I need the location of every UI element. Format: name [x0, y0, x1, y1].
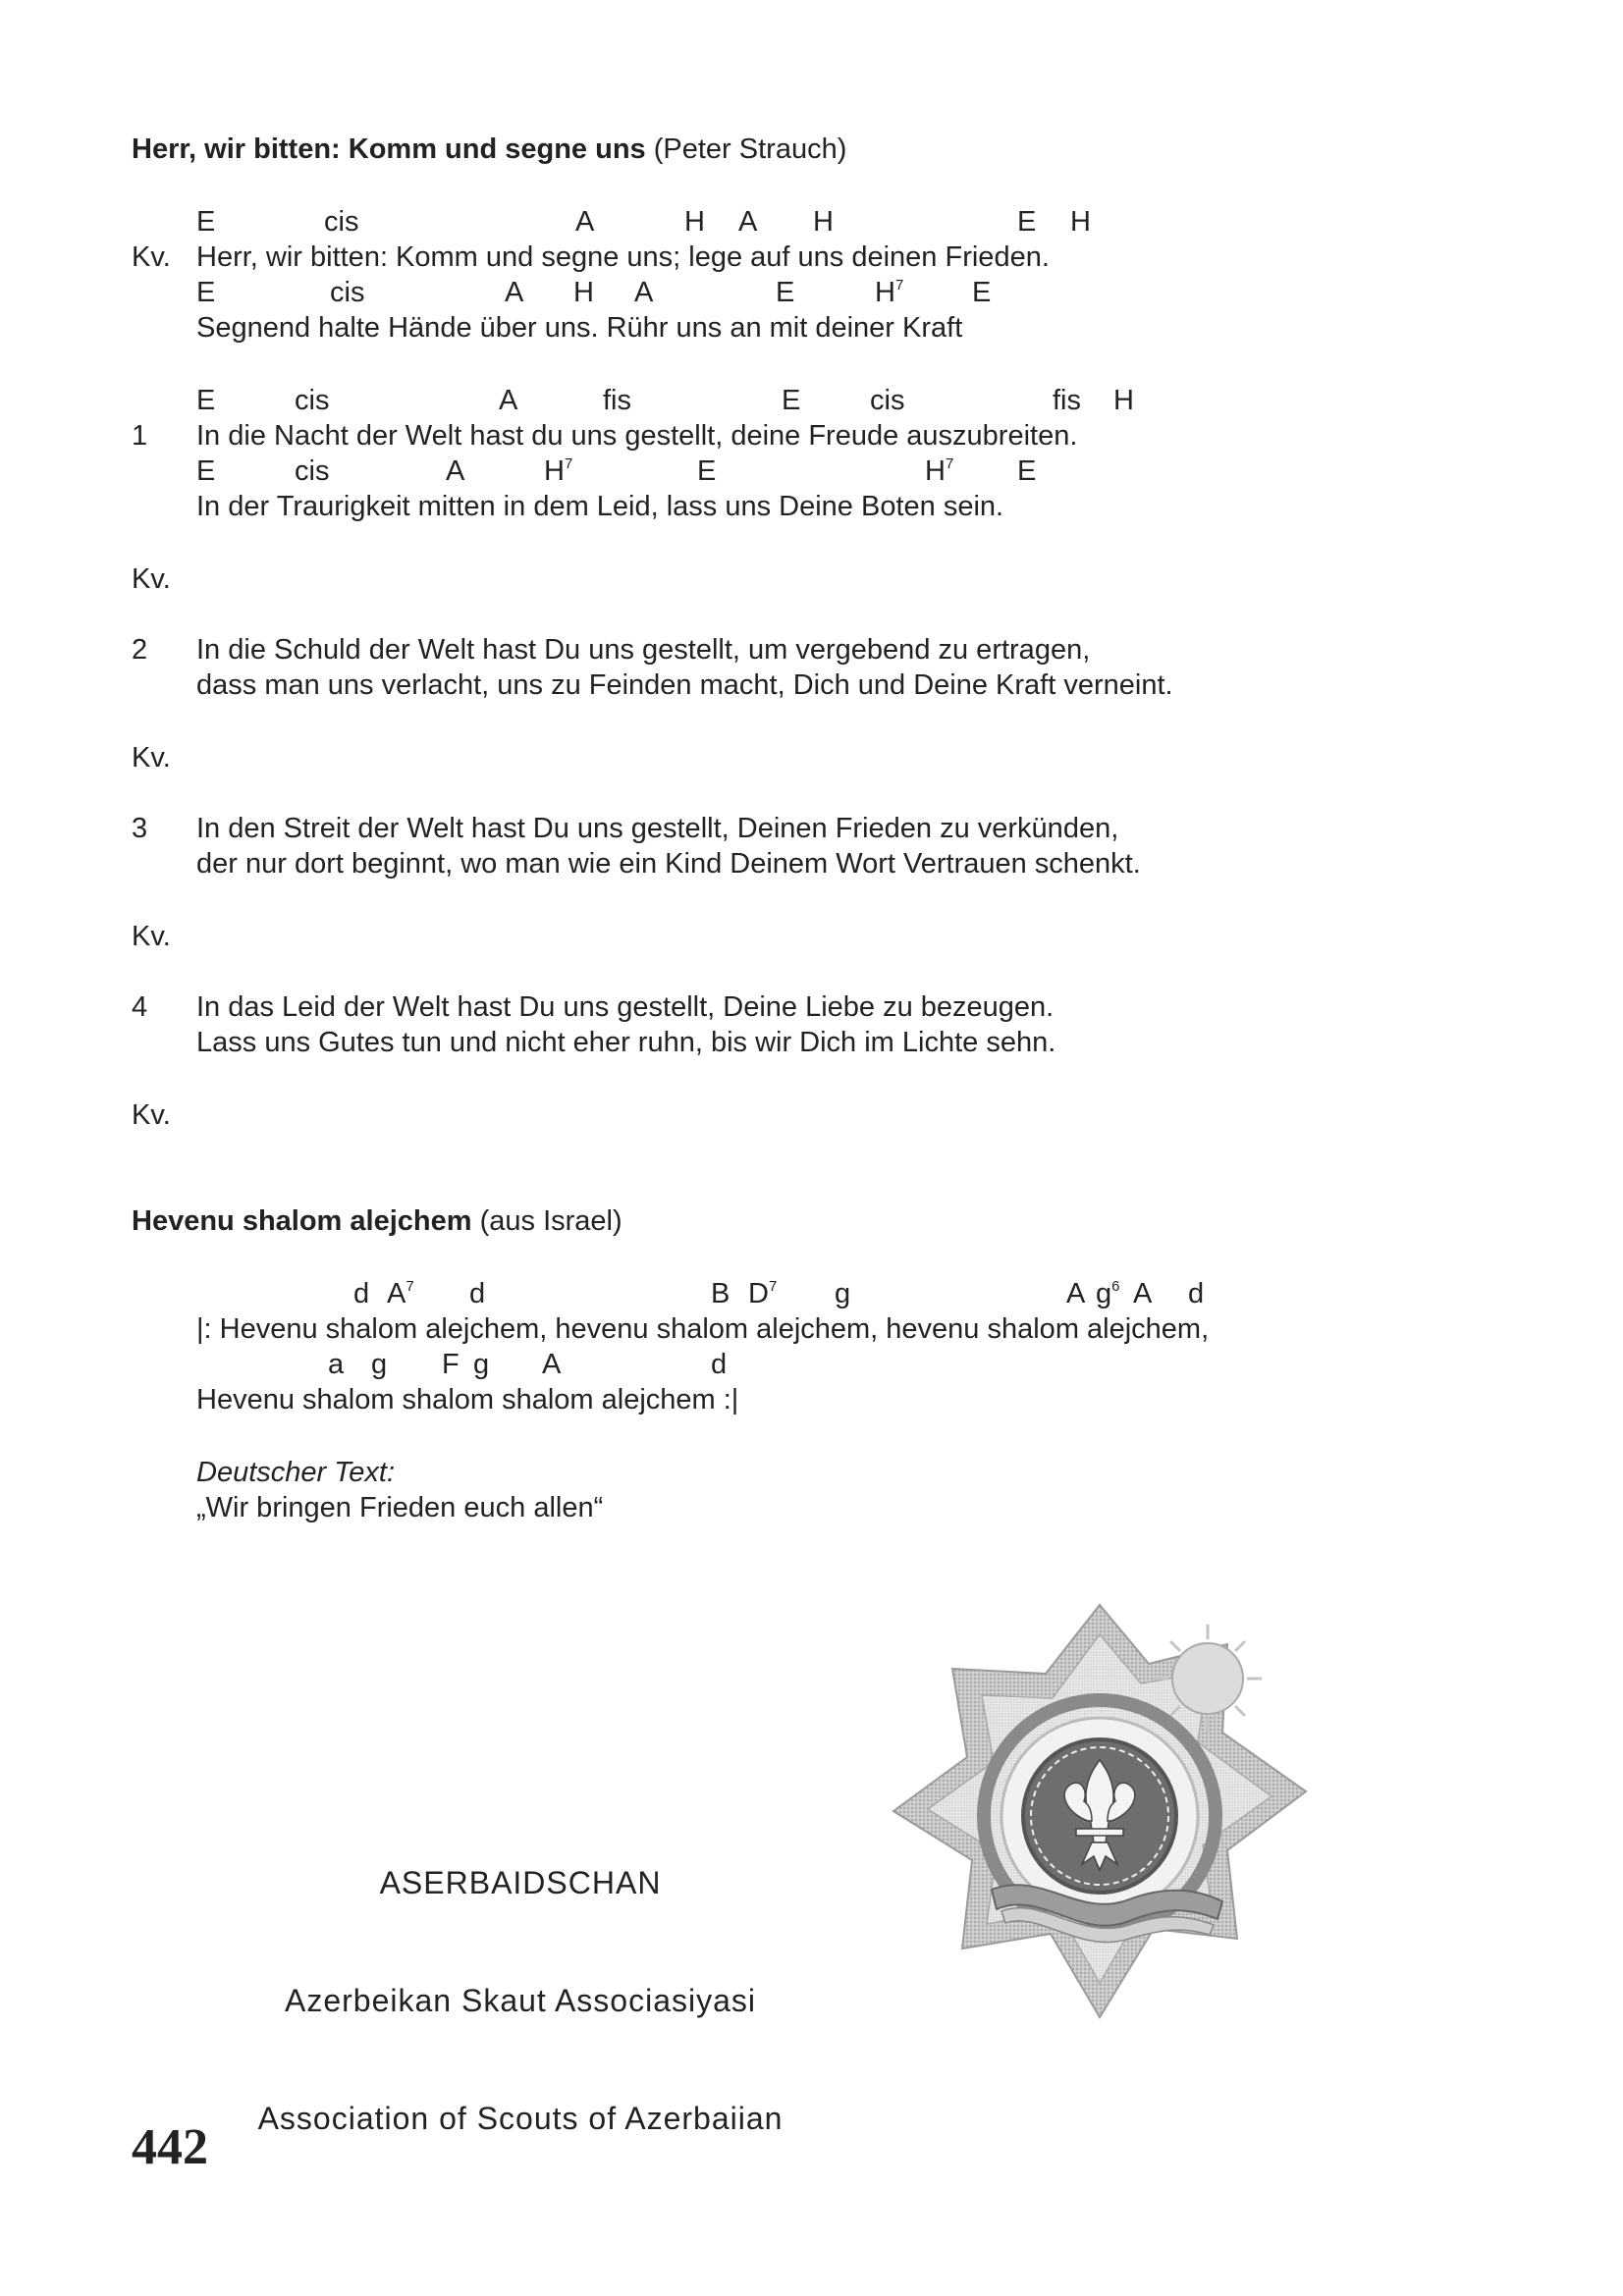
chord-superscript: 7 — [768, 1278, 778, 1295]
chord-line — [196, 383, 1178, 418]
chord-superscript: 7 — [406, 1278, 414, 1295]
chord: H — [925, 455, 946, 487]
chord: H — [1113, 385, 1134, 416]
song-title — [132, 133, 846, 166]
chord: H — [544, 455, 565, 487]
chord: A — [446, 455, 465, 487]
lyric-line: Hevenu shalom shalom shalom alejchem :| — [196, 1384, 739, 1415]
chord-line — [196, 275, 1178, 310]
chord: fis — [603, 385, 631, 416]
refrain-label: Kv. — [132, 742, 171, 774]
chord: H — [684, 206, 705, 238]
chord-with-superscript — [387, 1276, 414, 1316]
chord: A — [505, 277, 524, 308]
association-name-local: Azerbeikan Skaut Associasiyasi — [285, 1983, 756, 2018]
refrain-label: Kv. — [132, 241, 171, 273]
song-title-text: Hevenu shalom alejchem — [132, 1205, 472, 1237]
refrain-label: Kv. — [132, 563, 171, 595]
song-author: (Peter Strauch) — [653, 133, 847, 165]
chord: E — [972, 277, 992, 308]
chord: A — [1066, 1278, 1086, 1309]
lyric-line: In die Nacht der Welt hast du uns gestellt, deine Freude auszubreiten. — [196, 420, 1078, 452]
lyric-line: der nur dort beginnt, wo man wie ein Kind Deinem Wort Vertrauen schenkt. — [196, 848, 1141, 880]
lyric-line: dass man uns verlacht, uns zu Feinden macht, Dich und Deine Kraft verneint. — [196, 669, 1173, 701]
chord: g — [473, 1349, 490, 1380]
verse-number: 1 — [132, 420, 148, 452]
chord: cis — [295, 385, 330, 416]
lyric-line: |: Hevenu shalom alejchem, hevenu shalom alejchem, hevenu shalom alejchem, — [196, 1313, 1210, 1345]
verse-number: 2 — [132, 634, 148, 666]
song-title — [132, 1205, 622, 1238]
chord: E — [782, 385, 801, 416]
chord: E — [196, 455, 216, 487]
chord: A — [499, 385, 518, 416]
chord: A — [575, 206, 595, 238]
chord: E — [776, 277, 795, 308]
verse-number: 3 — [132, 813, 148, 844]
lyric-line: In den Streit der Welt hast Du uns gestellt, Deinen Frieden zu verkünden, — [196, 813, 1119, 844]
chord: A — [387, 1278, 406, 1309]
lyric-line: In die Schuld der Welt hast Du uns gestellt, um vergebend zu ertragen, — [196, 634, 1091, 666]
chord: g — [835, 1278, 851, 1309]
chord-line — [196, 204, 1178, 240]
scout-emblem-icon — [884, 1595, 1316, 2027]
chord: F — [442, 1349, 460, 1380]
chord: cis — [295, 455, 330, 487]
chord-with-superscript — [544, 454, 572, 494]
chord: E — [697, 455, 717, 487]
chord-with-superscript — [748, 1276, 777, 1316]
chord: cis — [870, 385, 905, 416]
chord: H — [1070, 206, 1091, 238]
chord: g — [1096, 1278, 1112, 1309]
chord: E — [196, 277, 216, 308]
lyric-line: Segnend halte Hände über uns. Rühr uns an mit deiner Kraft — [196, 312, 963, 344]
chord: A — [634, 277, 654, 308]
chord-superscript: 7 — [945, 455, 954, 472]
chord: B — [711, 1278, 730, 1309]
chord-line — [196, 1276, 1276, 1311]
chord: d — [353, 1278, 370, 1309]
chord: H — [813, 206, 834, 238]
association-block — [226, 1785, 815, 2216]
chord-superscript: 7 — [564, 455, 573, 472]
chord-with-superscript — [1096, 1276, 1119, 1316]
lyric-line: Herr, wir bitten: Komm und segne uns; lege auf uns deinen Frieden. — [196, 241, 1050, 273]
chord: d — [469, 1278, 486, 1309]
song-title-text: Herr, wir bitten: Komm und segne uns — [132, 133, 646, 165]
chord: E — [196, 206, 216, 238]
chord: g — [371, 1349, 388, 1380]
chord: A — [738, 206, 758, 238]
association-name-en: Association of Scouts of Azerbaiian — [257, 2101, 784, 2136]
chord: a — [328, 1349, 345, 1380]
chord: E — [1017, 455, 1037, 487]
german-text: „Wir bringen Frieden euch allen“ — [196, 1492, 604, 1523]
lyric-line: Lass uns Gutes tun und nicht eher ruhn, bis wir Dich im Lichte sehn. — [196, 1027, 1056, 1058]
refrain-label: Kv. — [132, 921, 171, 952]
verse-number: 4 — [132, 991, 148, 1023]
chord: cis — [324, 206, 359, 238]
german-text-label: Deutscher Text: — [196, 1457, 396, 1488]
chord-with-superscript — [875, 275, 903, 315]
chord: E — [1017, 206, 1037, 238]
association-country: ASERBAIDSCHAN — [379, 1865, 662, 1900]
chord: d — [711, 1349, 728, 1380]
page-number: 442 — [132, 2119, 208, 2175]
chord-line — [196, 1347, 1178, 1382]
lyric-line: In das Leid der Welt hast Du uns gestellt, Deine Liebe zu bezeugen. — [196, 991, 1055, 1023]
chord: A — [1133, 1278, 1153, 1309]
lyric-line: In der Traurigkeit mitten in dem Leid, lass uns Deine Boten sein. — [196, 491, 1004, 522]
chord-superscript: 6 — [1111, 1278, 1120, 1295]
chord: E — [196, 385, 216, 416]
chord: fis — [1053, 385, 1081, 416]
song-origin: (aus Israel) — [479, 1205, 622, 1237]
chord: H — [875, 277, 895, 308]
refrain-label: Kv. — [132, 1099, 171, 1131]
chord: H — [573, 277, 594, 308]
chord: cis — [330, 277, 365, 308]
chord: A — [542, 1349, 562, 1380]
chord-superscript: 7 — [894, 277, 904, 294]
chord: D — [748, 1278, 769, 1309]
chord-with-superscript — [925, 454, 953, 494]
chord: d — [1188, 1278, 1205, 1309]
chord-line — [196, 454, 1178, 489]
